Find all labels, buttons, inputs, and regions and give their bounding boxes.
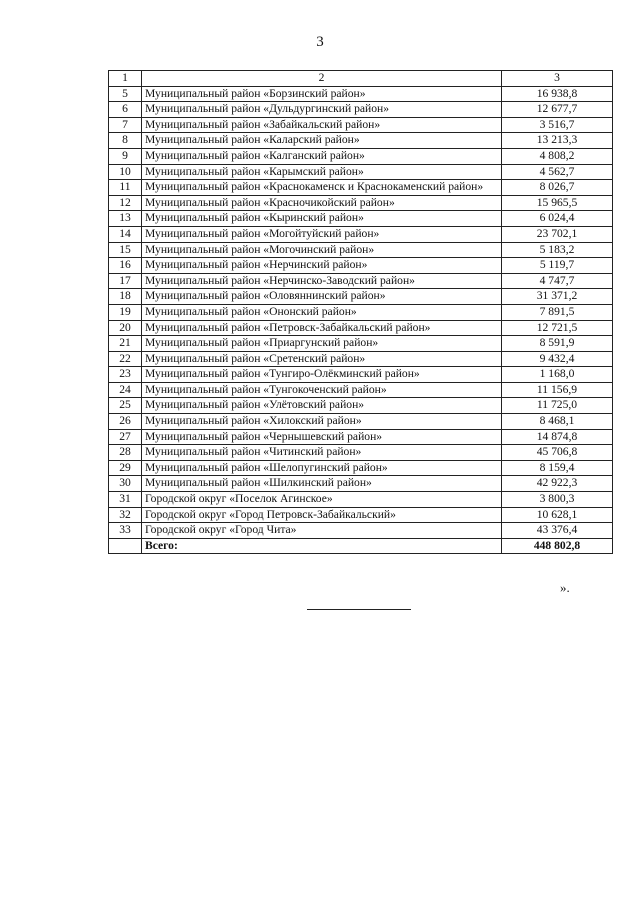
table-row [109, 445, 613, 461]
table-row [109, 336, 613, 352]
row-number-cell: 32 [109, 507, 142, 523]
row-number-cell: 23 [109, 367, 142, 383]
amount-cell: 11 725,0 [502, 398, 613, 414]
amount-cell: 7 891,5 [502, 304, 613, 320]
municipality-name-cell: Муниципальный район «Каларский район» [142, 133, 502, 149]
amount-cell: 12 677,7 [502, 102, 613, 118]
table-row [109, 304, 613, 320]
amount-cell: 45 706,8 [502, 445, 613, 461]
amount-cell: 4 747,7 [502, 273, 613, 289]
table-body [109, 71, 613, 554]
amount-cell: 8 159,4 [502, 460, 613, 476]
table-row [109, 86, 613, 102]
row-number-cell: 13 [109, 211, 142, 227]
row-number-cell: 27 [109, 429, 142, 445]
table-row [109, 195, 613, 211]
table-row [109, 242, 613, 258]
municipality-name-cell: Муниципальный район «Улётовский район» [142, 398, 502, 414]
amount-cell: 23 702,1 [502, 226, 613, 242]
row-number-cell: 31 [109, 492, 142, 508]
row-number-cell: 19 [109, 304, 142, 320]
amount-cell: 42 922,3 [502, 476, 613, 492]
table-row [109, 133, 613, 149]
row-number-cell: 6 [109, 102, 142, 118]
amount-cell: 13 213,3 [502, 133, 613, 149]
amount-cell: 3 516,7 [502, 117, 613, 133]
table-row [109, 523, 613, 539]
municipality-name-cell: Городской округ «Поселок Агинское» [142, 492, 502, 508]
amount-cell: 8 591,9 [502, 336, 613, 352]
row-number-cell: 10 [109, 164, 142, 180]
row-number-cell: 5 [109, 86, 142, 102]
row-number-cell: 15 [109, 242, 142, 258]
row-number-cell: 33 [109, 523, 142, 539]
table-row [109, 460, 613, 476]
amount-cell: 1 168,0 [502, 367, 613, 383]
row-number-cell: 12 [109, 195, 142, 211]
row-number-cell: 8 [109, 133, 142, 149]
table-row [109, 211, 613, 227]
row-number-cell: 18 [109, 289, 142, 305]
amount-cell: 14 874,8 [502, 429, 613, 445]
row-number-cell: 7 [109, 117, 142, 133]
municipality-name-cell: Муниципальный район «Калганский район» [142, 148, 502, 164]
table-header-row [109, 71, 613, 87]
municipality-name-cell: Городской округ «Город Чита» [142, 523, 502, 539]
table-row [109, 226, 613, 242]
table-row [109, 476, 613, 492]
header-cell-name: 2 [142, 71, 502, 87]
amount-cell: 9 432,4 [502, 351, 613, 367]
row-number-cell: 30 [109, 476, 142, 492]
amount-cell: 5 183,2 [502, 242, 613, 258]
municipality-name-cell: Муниципальный район «Приаргунский район» [142, 336, 502, 352]
table-row [109, 382, 613, 398]
row-number-cell: 11 [109, 180, 142, 196]
amount-cell: 11 156,9 [502, 382, 613, 398]
row-number-cell: 24 [109, 382, 142, 398]
amount-cell: 3 800,3 [502, 492, 613, 508]
table-row [109, 398, 613, 414]
table-row [109, 102, 613, 118]
amount-cell: 15 965,5 [502, 195, 613, 211]
amount-cell: 6 024,4 [502, 211, 613, 227]
municipality-name-cell: Городской округ «Город Петровск-Забайкальский» [142, 507, 502, 523]
table-row [109, 180, 613, 196]
row-number-cell: 22 [109, 351, 142, 367]
amount-cell: 5 119,7 [502, 258, 613, 274]
municipality-name-cell: Муниципальный район «Кыринский район» [142, 211, 502, 227]
header-cell-value: 3 [502, 71, 613, 87]
row-number-cell: 20 [109, 320, 142, 336]
row-number-cell: 9 [109, 148, 142, 164]
municipality-name-cell: Муниципальный район «Оловяннинский район» [142, 289, 502, 305]
row-number-cell: 28 [109, 445, 142, 461]
total-row [109, 538, 613, 554]
municipality-name-cell: Муниципальный район «Сретенский район» [142, 351, 502, 367]
row-number-cell: 29 [109, 460, 142, 476]
municipality-name-cell: Муниципальный район «Нерчинско-Заводский район» [142, 273, 502, 289]
amount-cell: 31 371,2 [502, 289, 613, 305]
table-row [109, 148, 613, 164]
row-number-cell: 17 [109, 273, 142, 289]
municipality-name-cell: Муниципальный район «Могойтуйский район» [142, 226, 502, 242]
table-row [109, 492, 613, 508]
table-row [109, 351, 613, 367]
table-row [109, 414, 613, 430]
end-separator-line [307, 609, 411, 610]
header-cell-number: 1 [109, 71, 142, 87]
row-number-cell: 14 [109, 226, 142, 242]
municipality-name-cell: Муниципальный район «Борзинский район» [142, 86, 502, 102]
row-number-cell: 26 [109, 414, 142, 430]
municipality-name-cell: Муниципальный район «Хилокский район» [142, 414, 502, 430]
table-row [109, 164, 613, 180]
amount-cell: 43 376,4 [502, 523, 613, 539]
municipality-name-cell: Муниципальный район «Шелопугинский район» [142, 460, 502, 476]
municipality-name-cell: Муниципальный район «Ононский район» [142, 304, 502, 320]
closing-quote-mark: ». [560, 580, 570, 595]
row-number-cell [109, 538, 142, 554]
municipality-name-cell: Муниципальный район «Чернышевский район» [142, 429, 502, 445]
amount-cell: 4 562,7 [502, 164, 613, 180]
amount-cell: 448 802,8 [502, 538, 613, 554]
table-row [109, 320, 613, 336]
municipality-name-cell: Муниципальный район «Тунгиро-Олёкминский район» [142, 367, 502, 383]
row-number-cell: 25 [109, 398, 142, 414]
municipality-name-cell: Муниципальный район «Нерчинский район» [142, 258, 502, 274]
table-row [109, 367, 613, 383]
allocation-table-container [108, 70, 613, 554]
table-row [109, 258, 613, 274]
municipality-name-cell: Муниципальный район «Петровск-Забайкальский район» [142, 320, 502, 336]
table-row [109, 273, 613, 289]
amount-cell: 4 808,2 [502, 148, 613, 164]
row-number-cell: 16 [109, 258, 142, 274]
municipality-name-cell: Муниципальный район «Краснокаменск и Краснокаменский район» [142, 180, 502, 196]
municipality-name-cell: Муниципальный район «Читинский район» [142, 445, 502, 461]
municipality-name-cell: Всего: [142, 538, 502, 554]
table-row [109, 117, 613, 133]
allocation-table [108, 70, 613, 554]
row-number-cell: 21 [109, 336, 142, 352]
amount-cell: 8 468,1 [502, 414, 613, 430]
municipality-name-cell: Муниципальный район «Тунгокоченский район» [142, 382, 502, 398]
page-number: 3 [316, 34, 324, 50]
amount-cell: 8 026,7 [502, 180, 613, 196]
municipality-name-cell: Муниципальный район «Могочинский район» [142, 242, 502, 258]
amount-cell: 10 628,1 [502, 507, 613, 523]
table-row [109, 507, 613, 523]
amount-cell: 16 938,8 [502, 86, 613, 102]
table-row [109, 429, 613, 445]
amount-cell: 12 721,5 [502, 320, 613, 336]
municipality-name-cell: Муниципальный район «Карымский район» [142, 164, 502, 180]
municipality-name-cell: Муниципальный район «Забайкальский район» [142, 117, 502, 133]
table-row [109, 289, 613, 305]
municipality-name-cell: Муниципальный район «Красночикойский район» [142, 195, 502, 211]
municipality-name-cell: Муниципальный район «Дульдургинский район» [142, 102, 502, 118]
municipality-name-cell: Муниципальный район «Шилкинский район» [142, 476, 502, 492]
